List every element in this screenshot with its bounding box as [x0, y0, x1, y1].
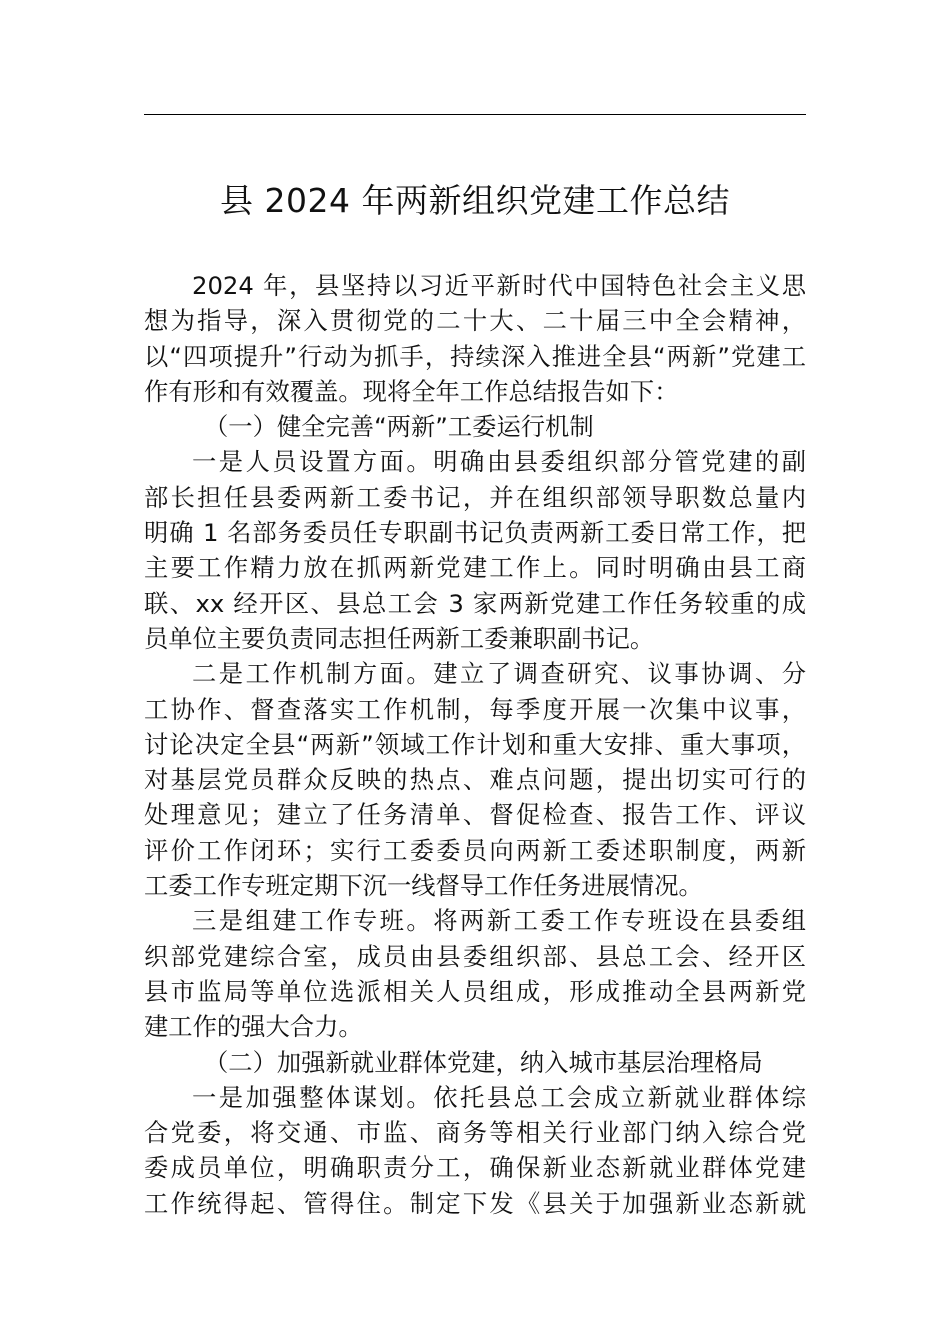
paragraph-line: 建工作的强大合力。 [144, 1012, 363, 1042]
section-heading: （二）加强新就业群体党建，纳入城市基层治理格局 [204, 1047, 763, 1077]
paragraph-line: 织部党建综合室，成员由县委组织部、县总工会、经开区 [144, 941, 806, 971]
paragraph-line: 员单位主要负责同志担任两新工委兼职副书记。 [144, 623, 655, 653]
paragraph-line: 明确 1 名部务委员任专职副书记负责两新工委日常工作，把 [144, 518, 806, 548]
paragraph-line: 委成员单位，明确职责分工，确保新业态新就业群体党建 [144, 1153, 806, 1183]
paragraph-line: 评价工作闭环；实行工委委员向两新工委述职制度，两新 [144, 835, 806, 865]
section-heading: （一）健全完善“两新”工委运行机制 [204, 412, 594, 442]
paragraph-line: 对基层党员群众反映的热点、难点问题，提出切实可行的 [144, 765, 806, 795]
document-title: 县 2024 年两新组织党建工作总结 [220, 181, 730, 220]
document-body [144, 268, 806, 1221]
paragraph-line: 工委工作专班定期下沉一线督导工作任务进展情况。 [144, 871, 703, 901]
paragraph-line: 部长担任县委两新工委书记，并在组织部领导职数总量内 [144, 482, 806, 512]
paragraph-line: 工协作、督查落实工作机制，每季度开展一次集中议事， [144, 694, 806, 724]
paragraph-line: 三是组建工作专班。将两新工委工作专班设在县委组 [192, 906, 806, 936]
paragraph-line: 合党委，将交通、市监、商务等相关行业部门纳入综合党 [144, 1118, 806, 1148]
paragraph-line: 二是工作机制方面。建立了调查研究、议事协调、分 [192, 659, 806, 689]
paragraph-line: 2024 年，县坚持以习近平新时代中国特色社会主义思 [192, 271, 806, 300]
paragraph-line: 以“四项提升”行动为抓手，持续深入推进全县“两新”党建工 [144, 341, 806, 371]
paragraph-line: 一是加强整体谋划。依托县总工会成立新就业群体综 [192, 1082, 806, 1112]
paragraph-line: 讨论决定全县“两新”领域工作计划和重大安排、重大事项， [144, 729, 806, 759]
paragraph-line: 联、xx 经开区、县总工会 3 家两新党建工作任务较重的成 [144, 588, 806, 618]
paragraph-line: 一是人员设置方面。明确由县委组织部分管党建的副 [192, 447, 806, 477]
header-rule [144, 114, 806, 115]
paragraph-line: 工作统得起、管得住。制定下发《县关于加强新业态新就 [144, 1188, 806, 1218]
paragraph-line: 县市监局等单位选派相关人员组成，形成推动全县两新党 [144, 976, 806, 1006]
paragraph-line: 想为指导，深入贯彻党的二十大、二十届三中全会精神， [144, 306, 806, 336]
paragraph-line: 处理意见；建立了任务清单、督促检查、报告工作、评议 [144, 800, 806, 830]
paragraph-line: 作有形和有效覆盖。现将全年工作总结报告如下： [144, 376, 679, 406]
paragraph-line: 主要工作精力放在抓两新党建工作上。同时明确由县工商 [144, 553, 806, 583]
